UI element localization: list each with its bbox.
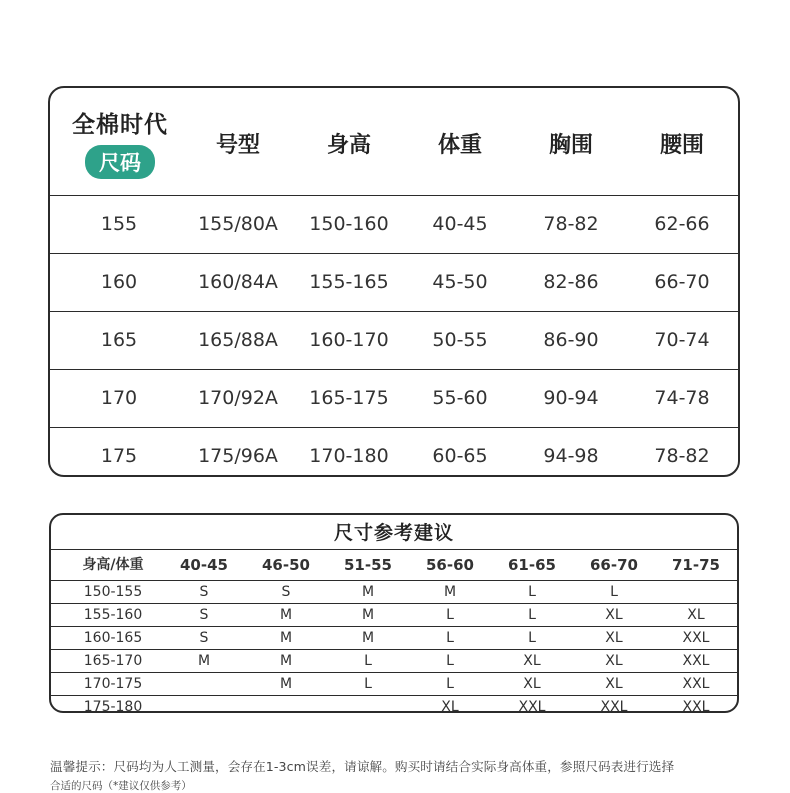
table-row (50, 312, 738, 370)
table-cell: XL (605, 653, 623, 669)
table-cell: 86-90 (543, 329, 599, 351)
table-cell (655, 581, 737, 603)
table-cell: S (281, 584, 291, 600)
recommendation-header-cell: 51-55 (344, 556, 392, 574)
recommendation-title: 尺寸参考建议 (51, 515, 737, 550)
table-cell: 78-82 (543, 213, 599, 235)
table-cell: 160/84A (198, 271, 278, 293)
table-cell: S (199, 584, 209, 600)
table-cell: XL (523, 676, 541, 692)
recommendation-header-cell: 56-60 (426, 556, 474, 574)
table-cell: L (610, 584, 618, 600)
recommendation-header (51, 550, 737, 581)
table-row (51, 581, 737, 604)
table-cell: 160-170 (309, 329, 389, 351)
table-cell: 60-65 (432, 445, 488, 467)
table-cell: M (279, 653, 293, 669)
table-cell: XL (687, 607, 705, 623)
table-cell: L (446, 630, 454, 646)
table-cell: 170 (100, 387, 138, 409)
table-cell: L (364, 653, 372, 669)
table-cell: M (279, 630, 293, 646)
table-cell: XL (441, 699, 459, 713)
table-cell: M (279, 607, 293, 623)
size-note-sub: 合适的尺码（*建议仅供参考） (50, 780, 192, 792)
table-cell: 50-55 (432, 329, 488, 351)
table-row (51, 604, 737, 627)
table-cell: 165-170 (83, 653, 143, 669)
table-cell: 82-86 (543, 271, 599, 293)
table-cell: 74-78 (654, 387, 710, 409)
header-size-code: 号型 (215, 133, 260, 158)
table-cell: 40-45 (432, 213, 488, 235)
header-height: 身高 (326, 133, 371, 158)
recommendation-header-cell: 61-65 (508, 556, 556, 574)
table-cell (327, 696, 409, 713)
table-row (51, 696, 737, 713)
table-cell: M (361, 630, 375, 646)
table-cell: S (199, 630, 209, 646)
table-cell: 160-165 (83, 630, 143, 646)
table-cell: 90-94 (543, 387, 599, 409)
table-cell: M (279, 676, 293, 692)
table-cell: L (446, 607, 454, 623)
table-cell: 165-175 (309, 387, 389, 409)
table-cell: 175-180 (83, 699, 143, 713)
table-cell: M (361, 607, 375, 623)
size-chart-table (48, 86, 740, 477)
table-row (50, 428, 738, 477)
table-cell: 62-66 (654, 213, 710, 235)
table-row (51, 673, 737, 696)
table-cell: 165 (100, 329, 138, 351)
table-cell: 78-82 (654, 445, 710, 467)
table-cell: XL (605, 676, 623, 692)
table-cell: 175/96A (198, 445, 278, 467)
table-cell: 155-165 (309, 271, 389, 293)
table-cell: XL (605, 607, 623, 623)
table-cell: 94-98 (543, 445, 599, 467)
table-cell: 165/88A (198, 329, 278, 351)
table-row (51, 650, 737, 673)
table-cell: 45-50 (432, 271, 488, 293)
table-cell: L (528, 630, 536, 646)
table-cell (163, 673, 245, 695)
recommendation-header-cell: 66-70 (590, 556, 638, 574)
recommendation-header-cell: 71-75 (672, 556, 720, 574)
table-cell: XL (523, 653, 541, 669)
table-cell: M (443, 584, 457, 600)
table-cell: 175 (100, 445, 138, 467)
header-chest: 胸围 (548, 133, 593, 158)
table-cell: 150-160 (309, 213, 389, 235)
table-cell: 66-70 (654, 271, 710, 293)
table-cell: M (361, 584, 375, 600)
table-cell: S (199, 607, 209, 623)
brand-block (70, 106, 170, 179)
header-weight: 体重 (437, 133, 482, 158)
table-cell: XXL (600, 699, 628, 713)
size-badge: 尺码 (85, 145, 155, 179)
table-cell: L (364, 676, 372, 692)
table-cell: 155-160 (83, 607, 143, 623)
table-cell: 160 (100, 271, 138, 293)
table-cell: 155/80A (198, 213, 278, 235)
table-cell: XXL (682, 699, 710, 713)
table-cell: 150-155 (83, 584, 143, 600)
table-row (51, 627, 737, 650)
table-cell: 170-175 (83, 676, 143, 692)
table-row (50, 254, 738, 312)
size-chart-header (50, 88, 738, 196)
size-recommendation-table (49, 513, 739, 713)
table-cell: XXL (682, 676, 710, 692)
table-cell (245, 696, 327, 713)
table-cell: XXL (518, 699, 546, 713)
table-cell: XL (605, 630, 623, 646)
table-cell: XXL (682, 653, 710, 669)
table-cell: L (446, 676, 454, 692)
table-cell: L (528, 607, 536, 623)
table-cell: 70-74 (654, 329, 710, 351)
table-cell: 170-180 (309, 445, 389, 467)
recommendation-header-cell: 40-45 (180, 556, 228, 574)
recommendation-header-cell: 身高/体重 (82, 557, 144, 573)
size-note: 温馨提示：尺码均为人工测量，会存在1-3cm误差，请谅解。购买时请结合实际身高体重，参照尺码表进行选择 (50, 759, 675, 774)
table-cell: 55-60 (432, 387, 488, 409)
table-cell: M (197, 653, 211, 669)
recommendation-header-cell: 46-50 (262, 556, 310, 574)
table-cell (163, 696, 245, 713)
table-cell: L (528, 584, 536, 600)
table-cell: XXL (682, 630, 710, 646)
table-cell: 170/92A (198, 387, 278, 409)
table-cell: 155 (100, 213, 138, 235)
table-row (50, 196, 738, 254)
brand-title: 全棉时代 (72, 112, 168, 138)
table-row (50, 370, 738, 428)
header-waist: 腰围 (659, 133, 704, 158)
table-cell: L (446, 653, 454, 669)
